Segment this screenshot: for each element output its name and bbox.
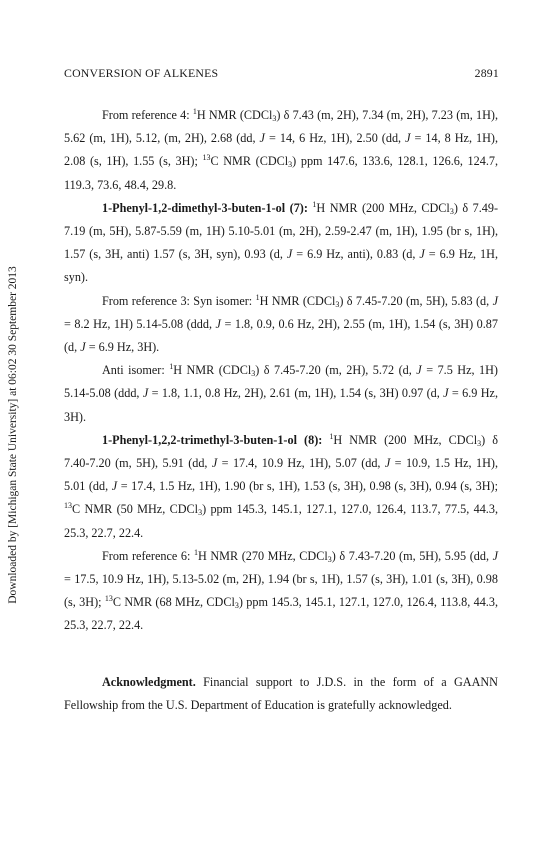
- article-body: [64, 104, 498, 717]
- acknowledgment-paragraph: Acknowledgment. Financial support to J.D.S. in the form of a GAANN Fellowship from the U.S. Department of Education is gratefully acknowledged.: [64, 674, 498, 712]
- running-header: [64, 66, 499, 81]
- page-number: 2891: [474, 66, 499, 80]
- download-watermark-text: Downloaded by [Michigan State University] at 06:02 30 September 2013: [7, 266, 19, 604]
- paragraph-reference-3-anti: Anti isomer: $^1$H NMR (CDCl$_3$) δ 7.45-7.20 (m, 2H), 5.72 (d, J = 7.5 Hz, 1H) 5.14-5.08 (ddd, J = 1.8, 1.1, 0.8 Hz, 2H), 2.61 (m, 1H), 1.54 (s, 3H) 0.97 (d, J = 6.9 Hz, 3H).: [64, 362, 499, 424]
- paragraph-compound-8: 1-Phenyl-1,2,2-trimethyl-3-buten-1-ol (8): $^1$H NMR (200 MHz, CDCl$_3$) δ 7.40-7.20 (m, 5H), 5.91 (dd, J = 17.4, 10.9 Hz, 1H), 5.07 (dd, J = 10.9, 1.5 Hz, 1H), 5.01 (dd, J = 17.4, 1.5 Hz, 1H), 1.90 (br s, 1H), 1.53 (s, 3H), 0.98 (s, 3H), 0.94 (s, 3H); $^{13}$C NMR (50 MHz, CDCl$_3$) ppm 145.3, 145.1, 127.1, 127.0, 126.4, 113.7, 77.5, 44.3, 25.3, 22.7, 22.4.: [64, 431, 498, 540]
- paragraph-reference-6: From reference 6: $^1$H NMR (270 MHz, CDCl$_3$) δ 7.43-7.20 (m, 5H), 5.95 (dd, J = 17.5, 10.9 Hz, 1H), 5.13-5.02 (m, 2H), 1.94 (br s, 1H), 1.57 (s, 3H), 1.01 (s, 3H), 0.98 (s, 3H); $^{13}$C NMR (68 MHz, CDCl$_3$) ppm 145.3, 145.1, 127.1, 127.0, 126.4, 113.8, 44.3, 25.3, 22.7, 22.4.: [64, 547, 498, 633]
- paragraph-lead: 1-Phenyl-1,2,2-trimethyl-3-buten-1-ol (8):: [102, 432, 323, 447]
- paragraph-lead: Acknowledgment.: [102, 674, 196, 689]
- download-watermark: [2, 225, 24, 645]
- paragraph-reference-4: From reference 4: $^1$H NMR (CDCl$_3$) δ 7.43 (m, 2H), 7.34 (m, 2H), 7.23 (m, 1H), 5.62 (m, 1H), 5.12, (m, 2H), 2.68 (dd, J = 14, 6 Hz, 1H), 2.50 (dd, J = 14, 8 Hz, 1H), 2.08 (s, 1H), 1.55 (s, 3H); $^{13}$C NMR (CDCl$_3$) ppm 147.6, 133.6, 128.1, 126.6, 124.7, 119.3, 73.6, 48.4, 29.8.: [64, 107, 499, 192]
- paragraph-lead: 1-Phenyl-1,2-dimethyl-3-buten-1-ol (7):: [102, 200, 308, 215]
- running-title: CONVERSION OF ALKENES: [64, 66, 219, 80]
- paragraph-reference-3-syn: From reference 3: Syn isomer: $^1$H NMR (CDCl$_3$) δ 7.45-7.20 (m, 5H), 5.83 (d, J = 8.2 Hz, 1H) 5.14-5.08 (ddd, J = 1.8, 0.9, 0.6 Hz, 2H), 2.55 (m, 1H), 1.54 (s, 3H) 0.87 (d, J = 6.9 Hz, 3H).: [64, 292, 498, 355]
- paragraph-compound-7: 1-Phenyl-1,2-dimethyl-3-buten-1-ol (7): $^1$H NMR (200 MHz, CDCl$_3$) δ 7.49-7.19 (m, 5H), 5.87-5.59 (m, 1H) 5.10-5.01 (m, 2H), 2.59-2.47 (m, 1H), 1.95 (br s, 1H), 1.57 (s, 3H, anti) 1.57 (s, 3H, syn), 0.93 (d, J = 6.9 Hz, anti), 0.83 (d, J = 6.9 Hz, 1H, syn).: [64, 199, 498, 285]
